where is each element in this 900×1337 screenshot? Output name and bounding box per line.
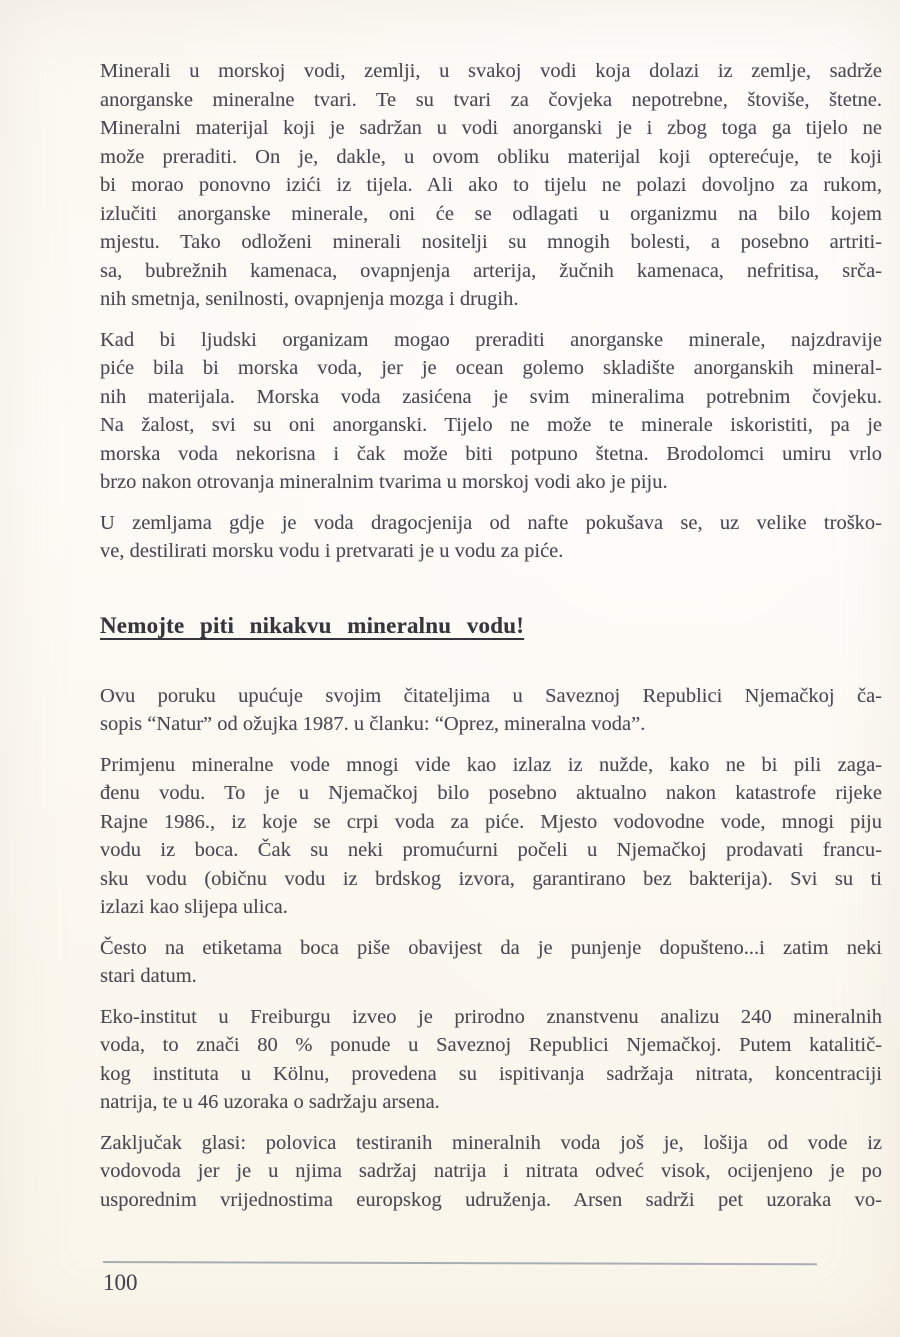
text-line: Kad bi ljudski organizam mogao preraditi anorganske minerale, najzdravije — [100, 328, 882, 351]
text-line: Primjenu mineralne vode mnogi vide kao izlaz iz nužde, kako ne bi pili zaga- — [100, 753, 882, 776]
text-line: sopis “Natur” od ožujka 1987. u članku: “Oprez, mineralna voda”. — [100, 713, 646, 735]
paragraph-labels — [100, 934, 882, 991]
paragraph-desalination — [100, 509, 882, 566]
paragraph-sea-water — [100, 326, 882, 497]
text-line: morska voda nekorisna i čak može biti potpuno štetna. Brodolomci umiru vrlo — [100, 442, 882, 465]
text-line: kog instituta u Kölnu, provedena su ispitivanja sadržaja nitrata, koncentraciji — [100, 1062, 882, 1085]
text-line: Zaključak glasi: polovica testiranih mineralnih voda još je, lošija od vode iz — [100, 1131, 882, 1154]
text-line: Ovu poruku upućuje svojim čitateljima u Saveznoj Republici Njemačkoj ča- — [100, 684, 882, 707]
text-line: brzo nakon otrovanja mineralnim tvarima u morskoj vodi ako je piju. — [100, 471, 668, 493]
text-line: piće bila bi morska voda, jer je ocean golemo skladište anorganskih mineral- — [100, 357, 882, 379]
page-footer — [103, 1261, 817, 1297]
paragraph-natur-magazine — [100, 682, 882, 739]
text-line: vodu iz boca. Čak su neki promućurni počeli u Njemačkoj prodavati francu- — [100, 839, 882, 861]
text-line: Minerali u morskoj vodi, zemlji, u svakoj vodi koja dolazi iz zemlje, sadrže — [100, 60, 882, 82]
paragraph-eko-institut — [100, 1003, 882, 1117]
text-line: natrija, te u 46 uzoraka o sadržaju arsena. — [100, 1091, 440, 1113]
text-line: nih materijala. Morska voda zasićena je svim mineralima potrebnim čovjeku. — [100, 385, 882, 408]
text-line: Eko-institut u Freiburgu izveo je prirodno znanstvenu analizu 240 mineralnih — [100, 1005, 882, 1028]
text-line: Na žalost, svi su oni anorganski. Tijelo ne može te minerale iskoristiti, pa je — [100, 414, 882, 436]
text-line: Često na etiketama boca piše obavijest da je punjenje dopušteno...i zatim neki — [100, 936, 882, 959]
text-line: može preraditi. On je, dakle, u ovom obliku materijal koji opterećuje, te koji — [100, 145, 882, 168]
text-line: nih smetnja, senilnosti, ovapnjenja mozga i drugih. — [100, 288, 519, 310]
text-line: đenu vodu. To je u Njemačkoj bilo posebno aktualno nakon katastrofe rijeke — [100, 782, 882, 804]
section-heading: Nemojte piti nikakvu mineralnu vodu! — [100, 612, 525, 638]
footer-rule — [103, 1261, 817, 1265]
text-line: sku vodu (običnu vodu iz brdskog izvora, garantirano bez bakterija). Svi su ti — [100, 867, 882, 890]
text-line: U zemljama gdje je voda dragocjenija od nafte pokušava se, uz velike troško- — [100, 511, 882, 534]
text-line: bi morao ponovno izići iz tijela. Ali ako to tijelu ne polazi dovoljno za rukom, — [100, 174, 882, 196]
text-line: stari datum. — [100, 965, 197, 987]
paragraph-minerals-inorganic — [100, 57, 882, 314]
text-line: anorganske mineralne tvari. Te su tvari za čovjeka nepotrebne, štoviše, štetne. — [100, 88, 882, 111]
text-block — [100, 57, 882, 1226]
text-line: voda, to znači 80 % ponude u Saveznoj Republici Njemačkoj. Putem katalitič- — [100, 1034, 882, 1056]
text-line: usporednim vrijednostima europskog udruženja. Arsen sadrži pet uzoraka vo- — [100, 1188, 882, 1211]
text-line: Rajne 1986., iz koje se crpi voda za piće. Mjesto vodovodne vode, mnogi piju — [100, 810, 882, 833]
text-line: Mineralni materijal koji je sadržan u vodi anorganski je i zbog toga ga tijelo ne — [100, 117, 882, 139]
text-line: sa, bubrežnih kamenaca, ovapnjenja arterija, žučnih kamenaca, nefritisa, srča- — [100, 259, 882, 282]
page-number: 100 — [103, 1270, 138, 1295]
paragraph-conclusion — [100, 1129, 882, 1215]
text-line: izlučiti anorganske minerale, oni će se odlagati u organizmu na bilo kojem — [100, 202, 882, 225]
text-line: izlazi kao slijepa ulica. — [100, 896, 288, 918]
text-line: ve, destilirati morsku vodu i pretvarati je u vodu za piće. — [100, 540, 564, 562]
paragraph-bottled-water — [100, 751, 882, 922]
text-line: vodovoda jer je u njima sadržaj natrija i nitrata odveć visok, ocijenjeno je po — [100, 1160, 882, 1182]
text-line: mjestu. Tako odloženi minerali nositelji su mnogih bolesti, a posebno artriti- — [100, 231, 882, 253]
